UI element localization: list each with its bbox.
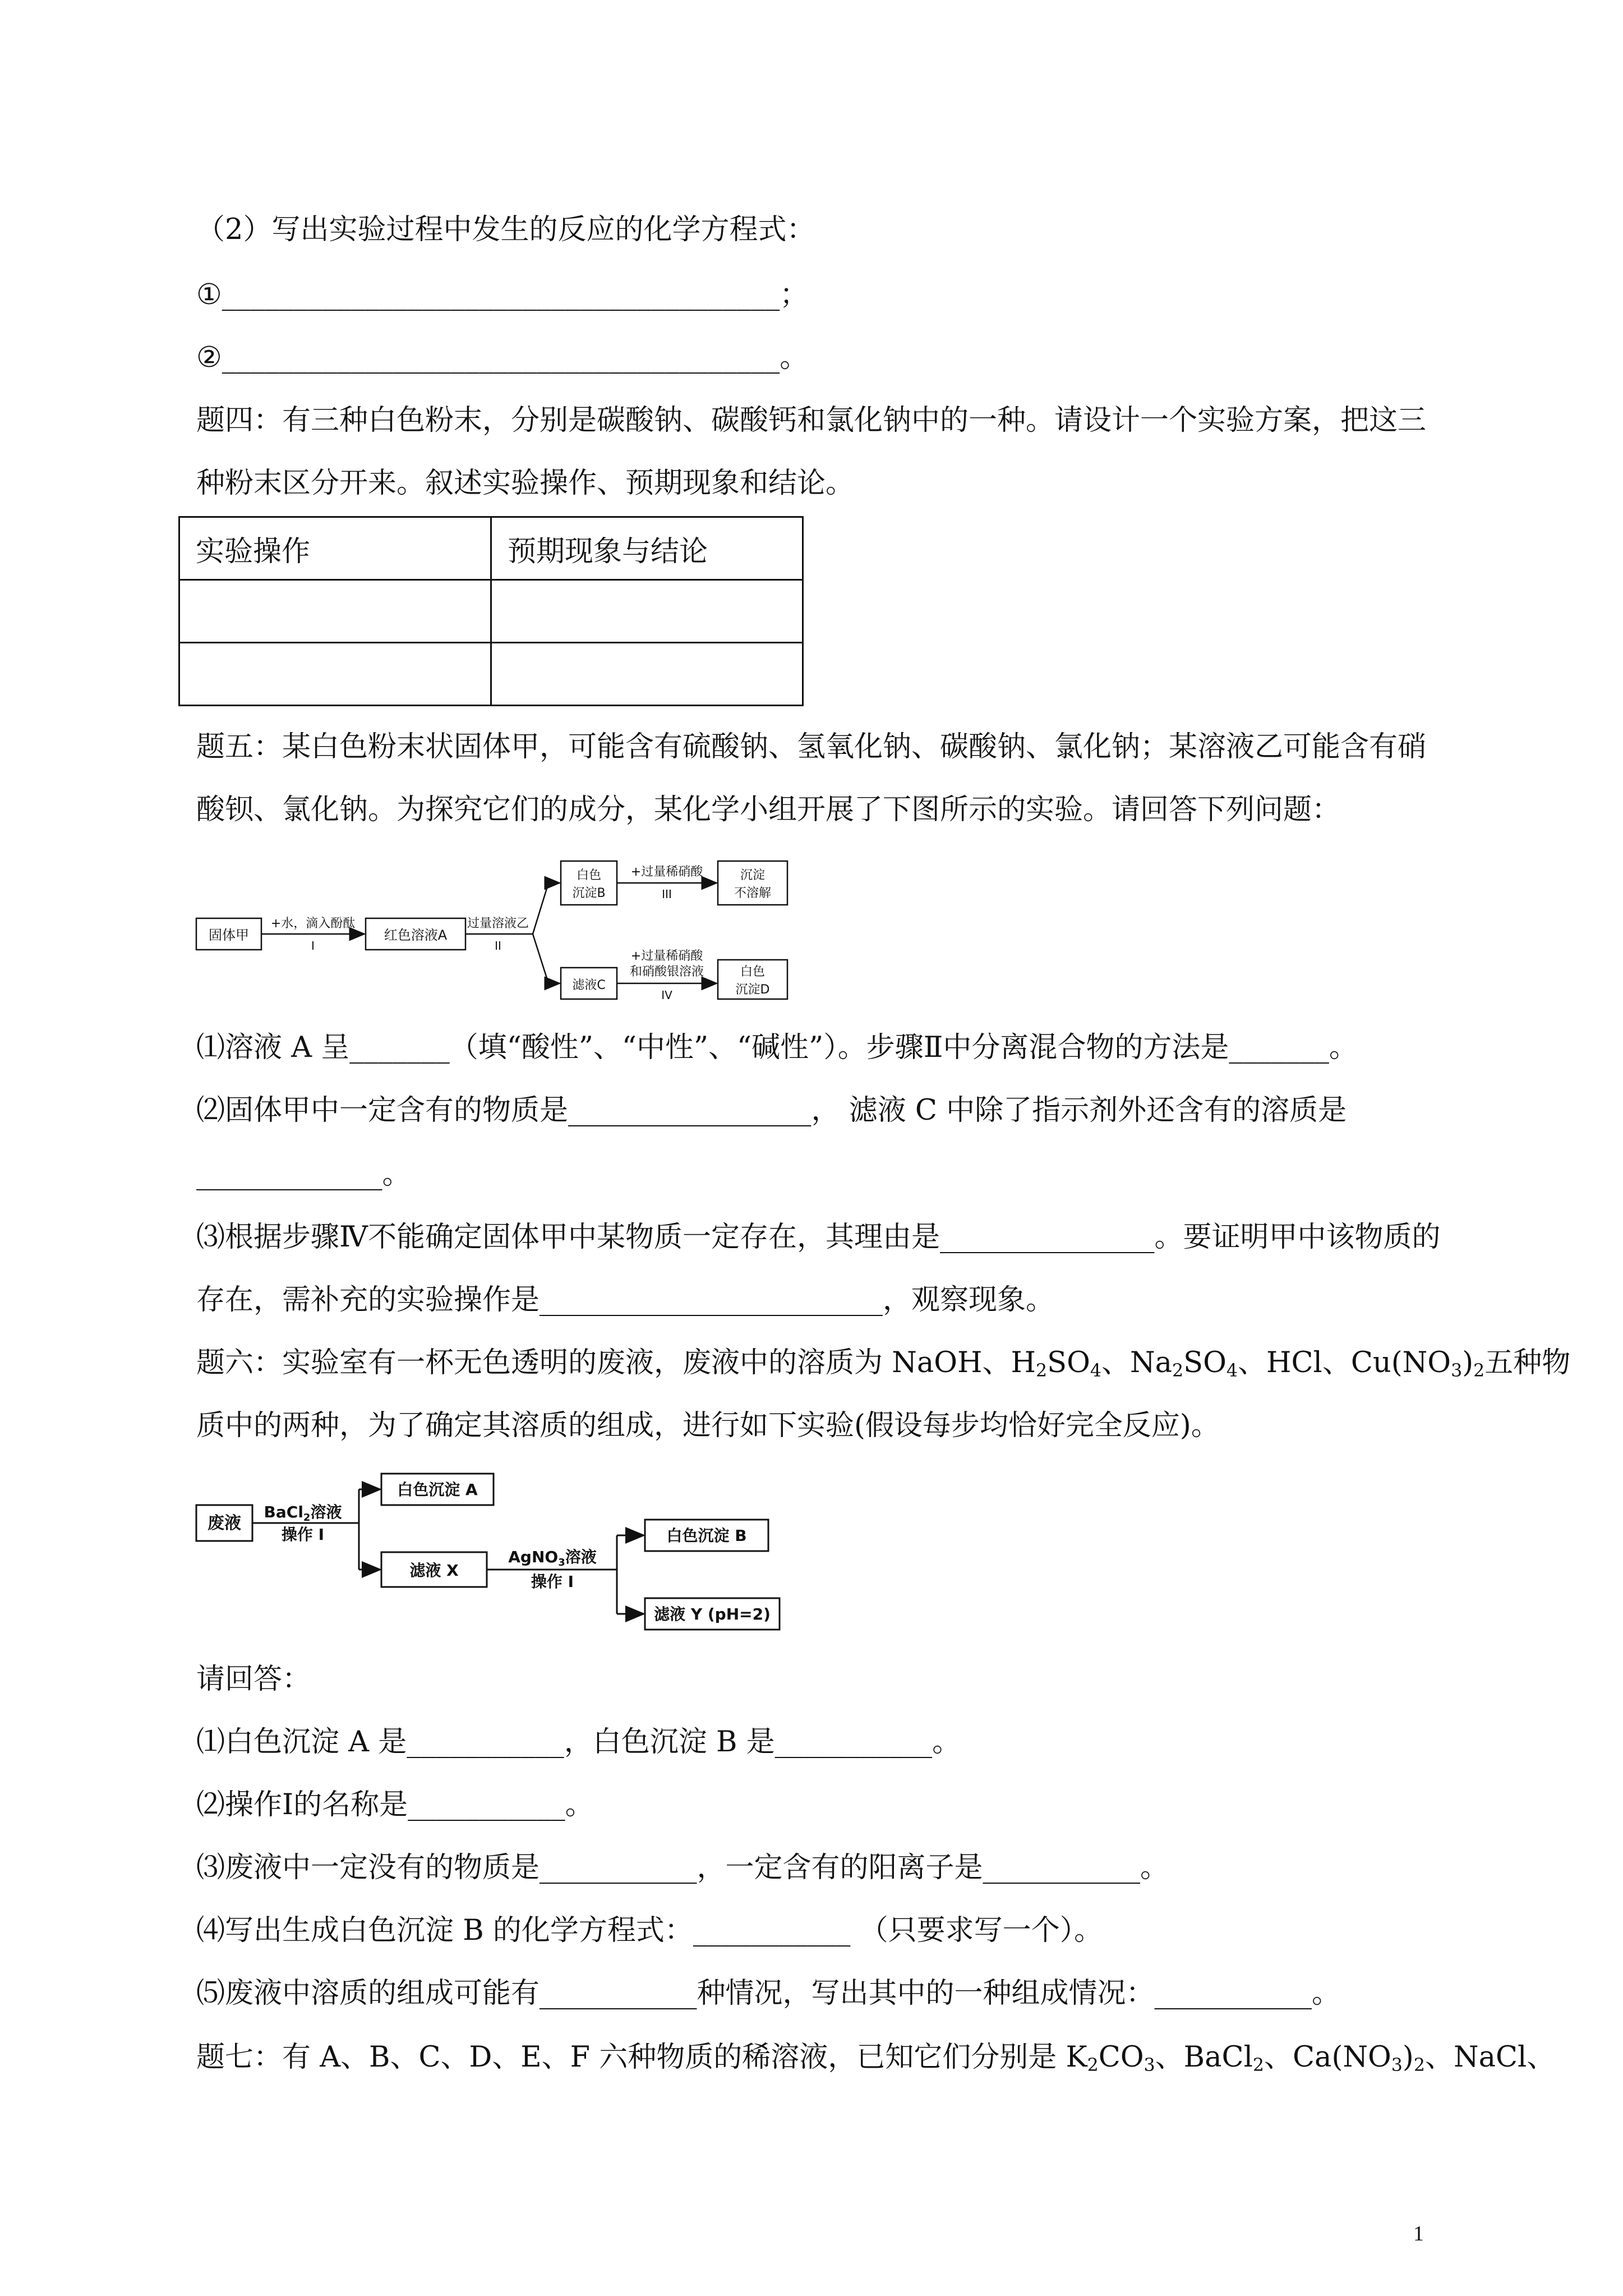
problem-6-line-2: 质中的两种，为了确定其溶质的组成，进行如下实验(假设每步均恰好完全反应)。 [196,1409,1220,1442]
flow1-filtrate-c: 滤液C [572,978,606,992]
text-run: 溶液 [565,1548,597,1566]
text-run: 题七：有 A、B、C、D、E、F 六种物质的稀溶液，已知它们分别是 K [196,2041,1087,2074]
table-header-operation: 实验操作 [179,517,491,580]
table-cell [491,643,803,706]
table-cell [179,643,491,706]
flow1-ppt-b-2: 沉淀B [572,886,606,900]
problem-4-line-2: 种粉末区分开来。叙述实验操作、预期现象和结论。 [196,467,855,500]
table-cell [491,580,803,643]
flow2-filtrate-y: 滤液 Y (pH=2) [654,1605,771,1623]
text-run: BaCl [264,1503,303,1521]
text-run: 、Na [1101,1346,1173,1379]
subscript: 2 [1087,2055,1099,2076]
problem-4-line-1: 题四：有三种白色粉末，分别是碳酸钠、碳酸钙和氯化钠中的一种。请设计一个实验方案，把这三 [196,404,1427,437]
subscript: 3 [1451,1360,1463,1381]
flow1-step1-label: +水，滴入酚酞 [270,917,356,931]
subscript: 2 [1413,2055,1425,2076]
text-run: 五种物 [1484,1346,1571,1379]
text-run: 、Ca(NO [1264,2041,1391,2074]
flow1-solution-a: 红色溶液A [384,927,448,943]
problem-5-q1: ⑴溶液 A 呈_______（填“酸性”、“中性”、“碱性”）。步骤Ⅱ中分离混合物的方法是_______。 [196,1031,1358,1064]
text-run: 题六：实验室有一杯无色透明的废液，废液中的溶质为 NaOH、H [196,1346,1036,1379]
table-header-result: 预期现象与结论 [491,517,803,580]
subscript: 3 [1144,2055,1155,2076]
problem-5-line-1: 题五：某白色粉末状固体甲，可能含有硫酸钠、氢氧化钠、碳酸钠、氯化钠；某溶液乙可能含有硝 [196,730,1427,763]
problem-6-q4: ⑷写出生成白色沉淀 B 的化学方程式：___________ （只要求写一个）。 [196,1914,1103,1947]
flow1-step2-num: II [495,939,501,953]
flow1-ppt-d-1: 白色 [740,965,766,979]
subscript: 3 [558,1557,565,1568]
question-2-intro: （2）写出实验过程中发生的反应的化学方程式： [196,213,815,246]
flow1-solid: 固体甲 [209,927,249,943]
text-run: ) [1462,1346,1474,1379]
flow1-ppt-b-1: 白色 [576,868,602,882]
subscript: 2 [1252,2055,1265,2076]
flow1-result3-1: 沉淀 [740,868,766,882]
subscript: 2 [1036,1360,1048,1381]
problem-6-q1: ⑴白色沉淀 A 是___________，白色沉淀 B 是___________。 [196,1726,961,1759]
problem-6-q3: ⑶废液中一定没有的物质是___________，一定含有的阳离子是___________。 [196,1851,1169,1884]
text-run: 、HCl、Cu(NO [1238,1346,1451,1379]
flow1-result3-2: 不溶解 [734,886,772,900]
text-run: 、NaCl、 [1424,2041,1556,2074]
table-row [179,580,803,643]
text-run: 、BaCl [1155,2041,1253,2074]
flow1-step4-num: IV [661,988,672,1001]
flow-diagram-problem-6 [191,1467,796,1635]
flow2-ppt-b: 白色沉淀 B [666,1526,747,1545]
problem-6-line-1 [196,1345,1571,1389]
text-run: SO [1047,1346,1090,1379]
equation-blank-2: ②_______________________________________。 [196,341,809,374]
flow2-ppt-a: 白色沉淀 A [397,1480,478,1499]
problem-5-q3-b: 存在，需补充的实验操作是________________________，观察现象。 [196,1283,1055,1317]
subscript: 4 [1226,1360,1238,1381]
flow1-ppt-d-2: 沉淀D [735,983,770,997]
problem-5-q3-a: ⑶根据步骤Ⅳ不能确定固体甲中某物质一定存在，其理由是_______________。要证明甲中该物质的 [196,1221,1441,1254]
subscript: 2 [1473,1360,1485,1381]
subscript: 4 [1090,1360,1102,1381]
flow1-step3-num: III [662,887,672,901]
flow1-step4-label-1: +过量稀硝酸 [630,949,703,963]
text-run: CO [1098,2041,1144,2074]
problem-5-q2-b: _____________。 [196,1158,411,1191]
text-run: AgNO [508,1548,559,1566]
problem-7-line-1 [196,2040,1556,2083]
subscript: 2 [1172,1360,1184,1381]
flow2-filtrate-x: 滤液 X [409,1561,459,1580]
subscript: 2 [303,1512,311,1524]
flow-diagram-problem-5 [191,855,796,1001]
problem-6-q2: ⑵操作Ⅰ的名称是___________。 [196,1788,594,1821]
table-cell [179,580,491,643]
flow1-step4-label-2: 和硝酸银溶液 [629,965,704,979]
equation-blank-1: ①_______________________________________； [196,278,809,311]
table-header-row [179,517,803,580]
problem-6-q5: ⑸废液中溶质的组成可能有___________种情况，写出其中的一种组成情况：___________。 [196,1977,1341,2010]
experiment-table [178,516,804,706]
text-run: 溶液 [310,1503,342,1521]
flow1-step2-label: 过量溶液乙 [467,917,529,931]
text-run: ) [1402,2041,1414,2074]
text-run: SO [1183,1346,1227,1379]
flow1-step1-num: I [311,939,315,953]
flow2-operation-2: 操作 I [531,1572,574,1591]
problem-6-ask: 请回答： [196,1663,311,1696]
page-number: 1 [1413,2222,1424,2246]
flow1-step3-label: +过量稀硝酸 [630,865,703,879]
table-row [179,643,803,706]
subscript: 3 [1391,2055,1403,2076]
flow2-operation-1: 操作 I [281,1525,325,1544]
flow2-waste: 废液 [208,1513,241,1533]
flow2-reagent-2 [508,1548,597,1568]
problem-5-q2-a: ⑵固体甲中一定含有的物质是_________________， 滤液 C 中除了指示剂外还含有的溶质是 [196,1094,1347,1127]
flow2-reagent-1 [264,1503,342,1524]
problem-5-line-2: 酸钡、氯化钠。为探究它们的成分，某化学小组开展了下图所示的实验。请回答下列问题： [196,793,1341,826]
